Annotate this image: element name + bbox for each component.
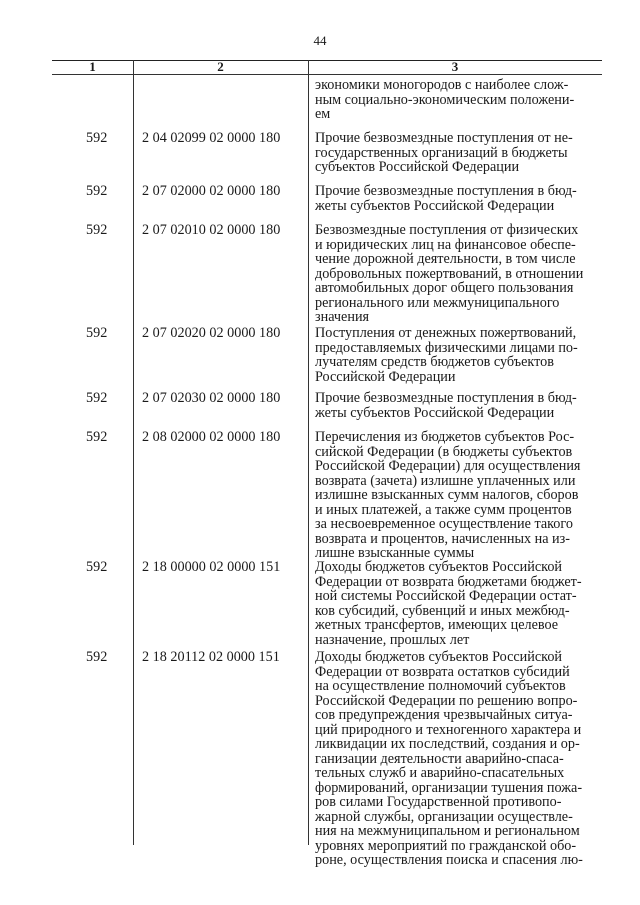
row-budget-code: 2 07 02010 02 0000 180 <box>142 222 281 238</box>
description-line: Федерации от возврата остатков субсидий <box>315 663 570 680</box>
description-line: жеты субъектов Российской Федерации <box>315 404 555 421</box>
column-header-1: 1 <box>89 59 96 74</box>
description-line: лишне взысканные суммы <box>315 545 475 561</box>
description-line: ганизации деятельности аварийно-спаса- <box>315 750 564 767</box>
header-bottom-rule <box>52 74 602 75</box>
column-divider-2 <box>308 60 309 845</box>
column-header-3: 3 <box>451 59 459 74</box>
description-line: ков субсидий, субвенций и иных межбюд- <box>315 602 570 619</box>
description-line: добровольных пожертвований, в отношении <box>315 265 584 282</box>
description-line: назначение, прошлых лет <box>315 631 470 648</box>
row-description <box>315 184 577 213</box>
description-line: чение дорожной деятельности, в том числе <box>315 251 576 267</box>
description-line: возврата и процентов, начисленных на из- <box>315 530 570 547</box>
description-line: экономики моногородов с наиболее слож- <box>315 77 569 93</box>
row-description <box>315 391 577 420</box>
description-line: Российской Федерации <box>315 368 456 385</box>
row-admin-code: 592 <box>86 325 108 341</box>
row-description <box>315 223 583 325</box>
description-line: и юридических лиц на финансовое обеспе- <box>315 236 576 253</box>
description-line: Поступления от денежных пожертвований, <box>315 325 577 341</box>
row-admin-code: 592 <box>86 183 108 199</box>
row-budget-code: 2 18 00000 02 0000 151 <box>142 559 281 575</box>
description-line: уровнях мероприятий по гражданской обо- <box>315 837 577 854</box>
description-line: предоставляемых физическими лицами по- <box>315 339 578 356</box>
continuation-description <box>315 78 574 122</box>
description-line: тельных служб и аварийно-спасательных <box>315 765 565 781</box>
row-description <box>315 326 578 384</box>
description-line: сов предупреждения чрезвычайных ситуа- <box>315 707 573 723</box>
description-line: ций природного и техногенного характера и <box>315 721 582 738</box>
row-description <box>315 560 582 647</box>
description-line: ной системы Российской Федерации остат- <box>315 588 577 604</box>
description-line: Российской Федерации по решению вопро- <box>315 692 578 709</box>
description-line: Прочие безвозмездные поступления в бюд- <box>315 183 577 199</box>
description-line: ров силами Государственной противопо- <box>315 794 562 810</box>
description-line: формирований, организации тушения пожа- <box>315 779 583 796</box>
description-line: за несвоевременное осуществление такого <box>315 516 573 532</box>
row-budget-code: 2 18 20112 02 0000 151 <box>142 649 280 665</box>
column-header-2: 2 <box>217 59 224 74</box>
description-line: Федерации от возврата бюджетами бюджет- <box>315 573 582 590</box>
row-admin-code: 592 <box>86 390 108 406</box>
description-line: ным социально-экономическим положени- <box>315 91 575 108</box>
description-line: излишне взысканных сумм налогов, сборов <box>315 487 579 503</box>
description-line: Прочие безвозмездные поступления от не- <box>315 130 573 146</box>
row-admin-code: 592 <box>86 222 108 238</box>
description-line: регионального или межмуниципального <box>315 294 560 311</box>
description-line: Перечисления из бюджетов субъектов Рос- <box>315 429 575 445</box>
description-line: лучателям средств бюджетов субъектов <box>315 354 554 370</box>
description-line: Прочие безвозмездные поступления в бюд- <box>315 390 577 406</box>
row-admin-code: 592 <box>86 429 108 445</box>
row-description <box>315 650 583 868</box>
description-line: жеты субъектов Российской Федерации <box>315 197 555 214</box>
row-description <box>315 131 573 175</box>
row-budget-code: 2 07 02020 02 0000 180 <box>142 325 281 341</box>
row-admin-code: 592 <box>86 559 108 575</box>
row-budget-code: 2 08 02000 02 0000 180 <box>142 429 281 445</box>
description-line: Доходы бюджетов субъектов Российской <box>315 559 563 575</box>
description-line: Доходы бюджетов субъектов Российской <box>315 649 563 665</box>
row-budget-code: 2 04 02099 02 0000 180 <box>142 130 281 146</box>
description-line: субъектов Российской Федерации <box>315 159 520 175</box>
row-budget-code: 2 07 02030 02 0000 180 <box>142 390 281 406</box>
description-line: возврата (зачета) излишне уплаченных или <box>315 472 576 489</box>
description-line: значения <box>315 309 370 325</box>
column-divider-1 <box>133 60 134 845</box>
description-line: роне, осуществления поиска и спасения лю- <box>315 852 583 868</box>
row-admin-code: 592 <box>86 649 108 665</box>
page-number: 44 <box>313 33 327 48</box>
description-line: сийской Федерации (в бюджеты субъектов <box>315 443 573 460</box>
description-line: и иных платежей, а также сумм процентов <box>315 501 572 518</box>
description-line: ем <box>315 106 331 122</box>
description-line: на осуществление полномочий субъектов <box>315 678 566 694</box>
row-description <box>315 430 580 561</box>
row-admin-code: 592 <box>86 130 108 146</box>
description-line: жарной службы, организации осуществле- <box>315 808 573 825</box>
description-line: государственных организаций в бюджеты <box>315 144 568 161</box>
description-line: Безвозмездные поступления от физических <box>315 222 579 238</box>
description-line: ликвидации их последствий, создания и ор- <box>315 736 580 752</box>
description-line: ния на межмуниципальном и региональном <box>315 823 580 839</box>
description-line: автомобильных дорог общего пользования <box>315 280 574 296</box>
description-line: Российской Федерации) для осуществления <box>315 458 581 474</box>
description-line: жетных трансфертов, имеющих целевое <box>315 617 559 633</box>
row-budget-code: 2 07 02000 02 0000 180 <box>142 183 281 199</box>
